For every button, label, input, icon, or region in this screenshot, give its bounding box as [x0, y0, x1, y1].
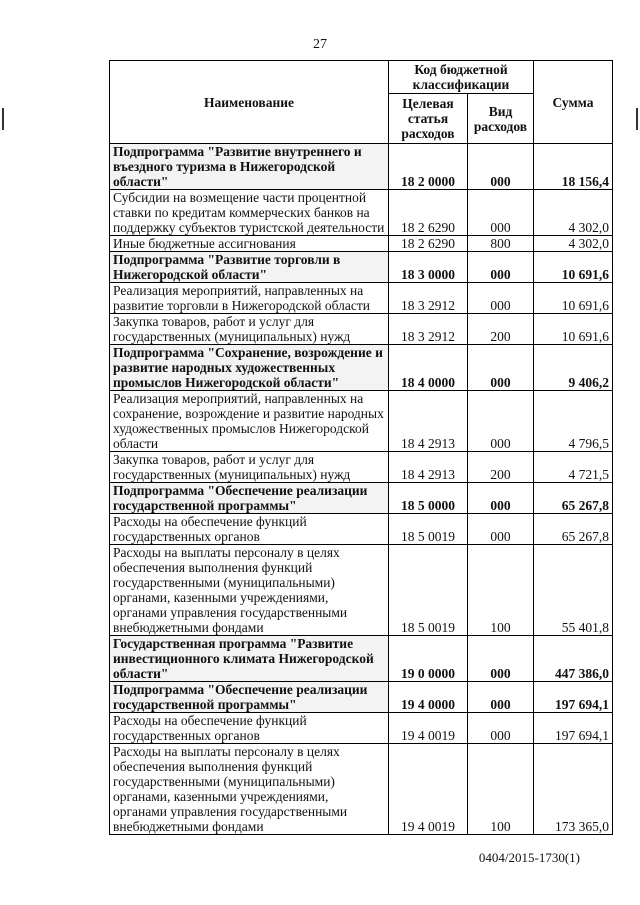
- row-sum-cell: 10 691,6: [534, 314, 613, 345]
- row-type-cell: 800: [468, 236, 534, 252]
- row-code-cell: 18 5 0000: [389, 483, 468, 514]
- row-sum-cell: 447 386,0: [534, 636, 613, 682]
- row-sum-cell: 10 691,6: [534, 283, 613, 314]
- header-target-item: Целевая статья расходов: [389, 94, 468, 144]
- table-row: [110, 391, 613, 452]
- row-type-cell: 000: [468, 682, 534, 713]
- row-code-cell: 19 4 0000: [389, 682, 468, 713]
- row-type-cell: 000: [468, 283, 534, 314]
- header-name: Наименование: [110, 61, 389, 144]
- row-name-cell: Субсидии на возмещение части процентной ставки по кредитам коммерческих банков на поддержку субъектов туристской деятельности: [110, 190, 389, 236]
- page-number: 27: [313, 37, 327, 52]
- row-code-cell: 19 4 0019: [389, 713, 468, 744]
- row-sum-cell: 18 156,4: [534, 144, 613, 190]
- scan-edge-mark-left: [2, 108, 4, 130]
- row-name-cell: Закупка товаров, работ и услуг для государственных (муниципальных) нужд: [110, 452, 389, 483]
- row-type-cell: 200: [468, 314, 534, 345]
- row-type-cell: 000: [468, 514, 534, 545]
- row-code-cell: 18 2 6290: [389, 236, 468, 252]
- row-sum-cell: 197 694,1: [534, 682, 613, 713]
- row-code-cell: 18 5 0019: [389, 545, 468, 636]
- row-type-cell: 100: [468, 744, 534, 835]
- row-name-cell: Расходы на обеспечение функций государственных органов: [110, 713, 389, 744]
- row-sum-cell: 10 691,6: [534, 252, 613, 283]
- table-row: [110, 190, 613, 236]
- row-name-cell: Подпрограмма "Сохранение, возрождение и развитие народных художественных промыслов Нижегородской области": [110, 345, 389, 391]
- row-type-cell: 000: [468, 190, 534, 236]
- row-code-cell: 18 4 2913: [389, 452, 468, 483]
- table-row: [110, 236, 613, 252]
- row-type-cell: 000: [468, 144, 534, 190]
- header-sum: Сумма: [534, 61, 613, 144]
- row-type-cell: 000: [468, 252, 534, 283]
- row-name-cell: Закупка товаров, работ и услуг для государственных (муниципальных) нужд: [110, 314, 389, 345]
- row-code-cell: 18 3 0000: [389, 252, 468, 283]
- row-sum-cell: 9 406,2: [534, 345, 613, 391]
- row-code-cell: 18 4 2913: [389, 391, 468, 452]
- row-code-cell: 18 3 2912: [389, 314, 468, 345]
- table-row: [110, 252, 613, 283]
- table-row: [110, 713, 613, 744]
- row-name-cell: Реализация мероприятий, направленных на развитие торговли в Нижегородской области: [110, 283, 389, 314]
- row-sum-cell: 4 796,5: [534, 391, 613, 452]
- row-name-cell: Подпрограмма "Развитие торговли в Нижегородской области": [110, 252, 389, 283]
- table-row: [110, 682, 613, 713]
- row-type-cell: 000: [468, 345, 534, 391]
- scan-edge-mark-right: [636, 108, 638, 130]
- table-row: [110, 636, 613, 682]
- document-code: 0404/2015-1730(1): [478, 850, 580, 865]
- row-code-cell: 18 4 0000: [389, 345, 468, 391]
- table-row: [110, 345, 613, 391]
- row-name-cell: Реализация мероприятий, направленных на сохранение, возрождение и развитие народных художественных промыслов Нижегородской области: [110, 391, 389, 452]
- table-row: [110, 452, 613, 483]
- row-type-cell: 000: [468, 391, 534, 452]
- table-body: [110, 144, 613, 835]
- row-code-cell: 19 4 0019: [389, 744, 468, 835]
- row-code-cell: 18 2 6290: [389, 190, 468, 236]
- row-sum-cell: 173 365,0: [534, 744, 613, 835]
- row-type-cell: 200: [468, 452, 534, 483]
- row-name-cell: Подпрограмма "Обеспечение реализации государственной программы": [110, 682, 389, 713]
- header-expense-type: Вид расходов: [468, 94, 534, 144]
- row-sum-cell: 65 267,8: [534, 514, 613, 545]
- table-row: [110, 483, 613, 514]
- row-type-cell: 000: [468, 483, 534, 514]
- row-sum-cell: 55 401,8: [534, 545, 613, 636]
- row-name-cell: Расходы на выплаты персоналу в целях обеспечения выполнения функций государственными (муниципальными) органами, казенными учреждениями, органами управления государственными внебюджетными фондами: [110, 744, 389, 835]
- table-row: [110, 744, 613, 835]
- row-sum-cell: 4 302,0: [534, 236, 613, 252]
- row-name-cell: Подпрограмма "Развитие внутреннего и въездного туризма в Нижегородской области": [110, 144, 389, 190]
- row-sum-cell: 197 694,1: [534, 713, 613, 744]
- row-name-cell: Расходы на выплаты персоналу в целях обеспечения выполнения функций государственными (муниципальными) органами, казенными учреждениями, органами управления государственными внебюджетными фондами: [110, 545, 389, 636]
- row-code-cell: 18 3 2912: [389, 283, 468, 314]
- header-budget-code: Код бюджетной классификации: [389, 61, 534, 94]
- row-code-cell: 18 5 0019: [389, 514, 468, 545]
- row-name-cell: Подпрограмма "Обеспечение реализации государственной программы": [110, 483, 389, 514]
- row-name-cell: Государственная программа "Развитие инвестиционного климата Нижегородской области": [110, 636, 389, 682]
- row-type-cell: 100: [468, 545, 534, 636]
- row-type-cell: 000: [468, 636, 534, 682]
- row-sum-cell: 4 302,0: [534, 190, 613, 236]
- table-row: [110, 314, 613, 345]
- table-row: [110, 545, 613, 636]
- row-name-cell: Расходы на обеспечение функций государственных органов: [110, 514, 389, 545]
- row-sum-cell: 65 267,8: [534, 483, 613, 514]
- budget-table: [109, 60, 613, 835]
- table-row: [110, 144, 613, 190]
- row-type-cell: 000: [468, 713, 534, 744]
- row-sum-cell: 4 721,5: [534, 452, 613, 483]
- table-row: [110, 283, 613, 314]
- table-row: [110, 514, 613, 545]
- row-code-cell: 19 0 0000: [389, 636, 468, 682]
- row-code-cell: 18 2 0000: [389, 144, 468, 190]
- row-name-cell: Иные бюджетные ассигнования: [110, 236, 389, 252]
